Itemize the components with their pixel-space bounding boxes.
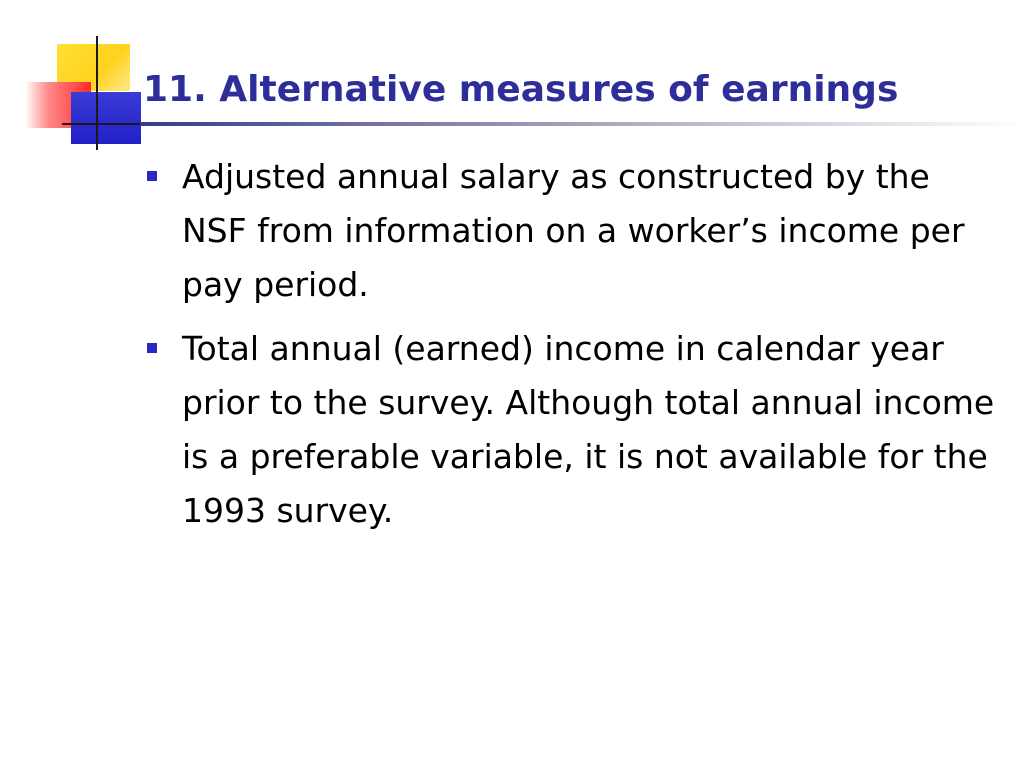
bullet-text: Total annual (earned) income in calendar year prior to the survey. Although total annual income is a preferable variable, it is not available for the 1993 survey. xyxy=(182,329,995,530)
list-item xyxy=(145,150,1005,312)
logo-vertical-line xyxy=(96,36,98,150)
bullet-list xyxy=(145,150,1005,548)
bullet-text: Adjusted annual salary as constructed by the NSF from information on a worker’s income per pay period. xyxy=(182,157,965,304)
logo-blue-square xyxy=(71,92,141,144)
square-bullet-icon xyxy=(147,171,157,181)
slide-title: 11. Alternative measures of earnings xyxy=(143,69,899,110)
list-item xyxy=(145,322,1005,538)
title-underline xyxy=(140,122,1024,126)
square-bullet-icon xyxy=(147,343,157,353)
corner-logo xyxy=(0,0,150,160)
